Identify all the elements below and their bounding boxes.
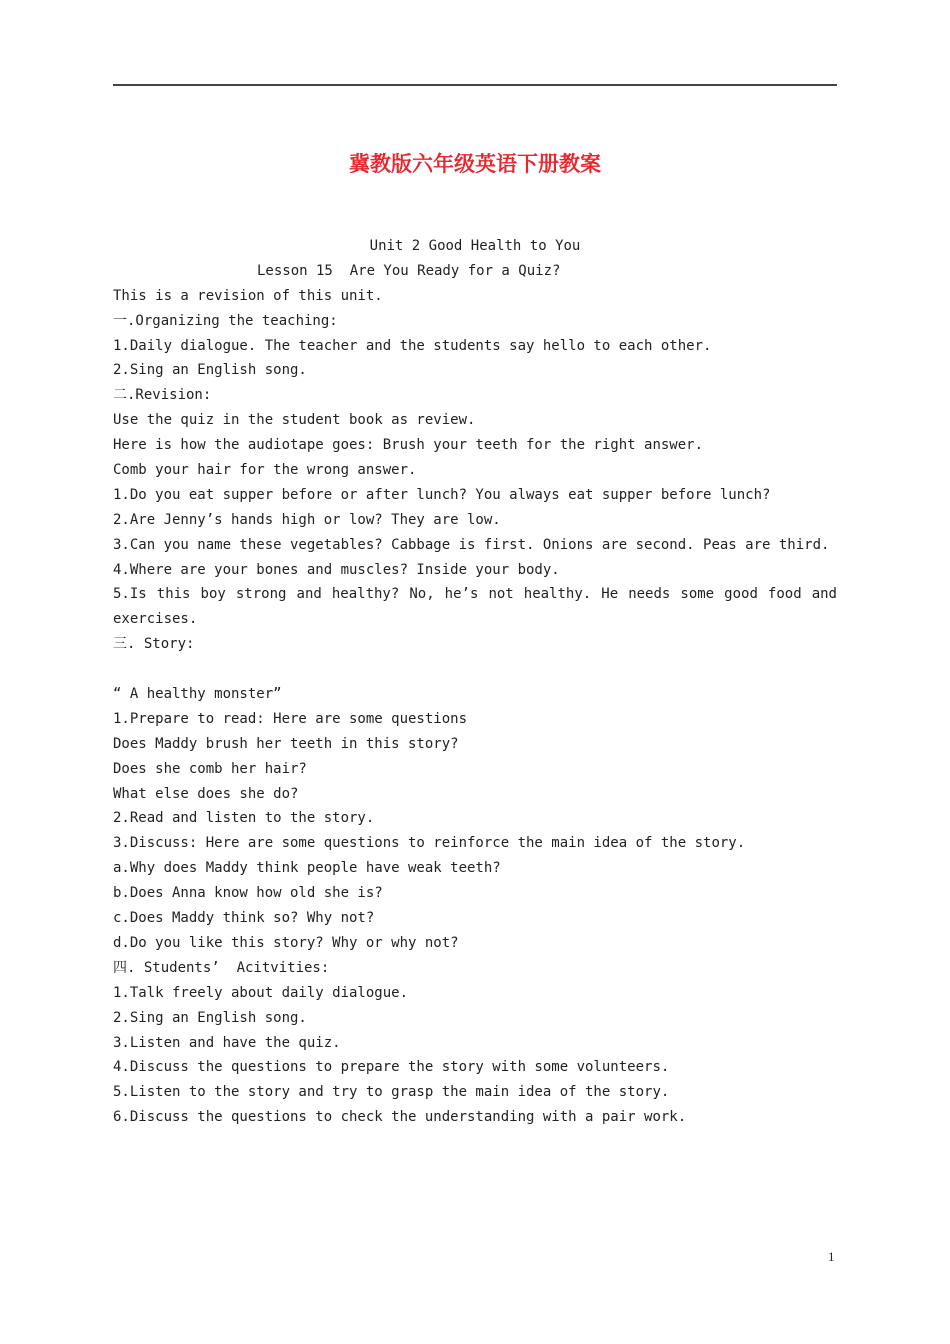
text-line: 3.Discuss: Here are some questions to reinforce the main idea of the story.: [113, 835, 746, 852]
section-heading: 三. Story:: [113, 636, 195, 653]
document-title: 冀教版六年级英语下册教案: [349, 151, 601, 176]
text-line: b.Does Anna know how old she is?: [113, 885, 383, 902]
text-line: exercises.: [113, 611, 198, 628]
text-line: 1.Daily dialogue. The teacher and the students say hello to each other.: [113, 337, 712, 354]
text-line: 2.Are Jenny’s hands high or low? They are low.: [113, 511, 501, 528]
lesson-heading: Lesson 15 Are You Ready for a Quiz?: [257, 262, 561, 279]
text-line: 2.Sing an English song.: [113, 1009, 307, 1026]
text-line: 3.Can you name these vegetables? Cabbage is first. Onions are second. Peas are third.: [113, 536, 830, 553]
text-line: 4.Where are your bones and muscles? Inside your body.: [113, 561, 560, 578]
text-line: 6.Discuss the questions to check the understanding with a pair work.: [113, 1109, 687, 1126]
text-line: 1.Prepare to read: Here are some questions: [113, 710, 468, 727]
text-line: 4.Discuss the questions to prepare the story with some volunteers.: [113, 1059, 670, 1076]
page-number: 1: [828, 1249, 835, 1264]
section-heading: 二.Revision:: [113, 387, 212, 404]
blank-line: [113, 657, 837, 682]
text-line: d.Do you like this story? Why or why not?: [113, 934, 459, 951]
header-rule: [113, 84, 837, 86]
section-heading: 一.Organizing the teaching:: [113, 312, 338, 329]
text-line: Does she comb her hair?: [113, 760, 307, 777]
story-title: “ A healthy monster”: [113, 686, 282, 703]
text-line: 1.Talk freely about daily dialogue.: [113, 984, 409, 1001]
text-line: What else does she do?: [113, 785, 299, 802]
document-body: [113, 234, 837, 1130]
text-line: 2.Read and listen to the story.: [113, 810, 375, 827]
text-line: Comb your hair for the wrong answer.: [113, 462, 417, 479]
text-line: Here is how the audiotape goes: Brush your teeth for the right answer.: [113, 437, 704, 454]
section-heading: 四. Students’ Acitvities:: [113, 959, 330, 976]
text-line: 1.Do you eat supper before or after lunch? You always eat supper before lunch?: [113, 486, 771, 503]
text-line: 3.Listen and have the quiz.: [113, 1034, 341, 1051]
text-line: Does Maddy brush her teeth in this story?: [113, 735, 459, 752]
text-line: a.Why does Maddy think people have weak teeth?: [113, 860, 501, 877]
text-line: 5.Listen to the story and try to grasp the main idea of the story.: [113, 1084, 670, 1101]
text-line: This is a revision of this unit.: [113, 287, 383, 304]
text-line: 5.Is this boy strong and healthy? No, he’s not healthy. He needs some good food and: [113, 586, 837, 603]
text-line: Use the quiz in the student book as review.: [113, 412, 476, 429]
unit-heading: Unit 2 Good Health to You: [369, 238, 581, 254]
text-line: c.Does Maddy think so? Why not?: [113, 910, 375, 927]
text-line: 2.Sing an English song.: [113, 362, 307, 379]
